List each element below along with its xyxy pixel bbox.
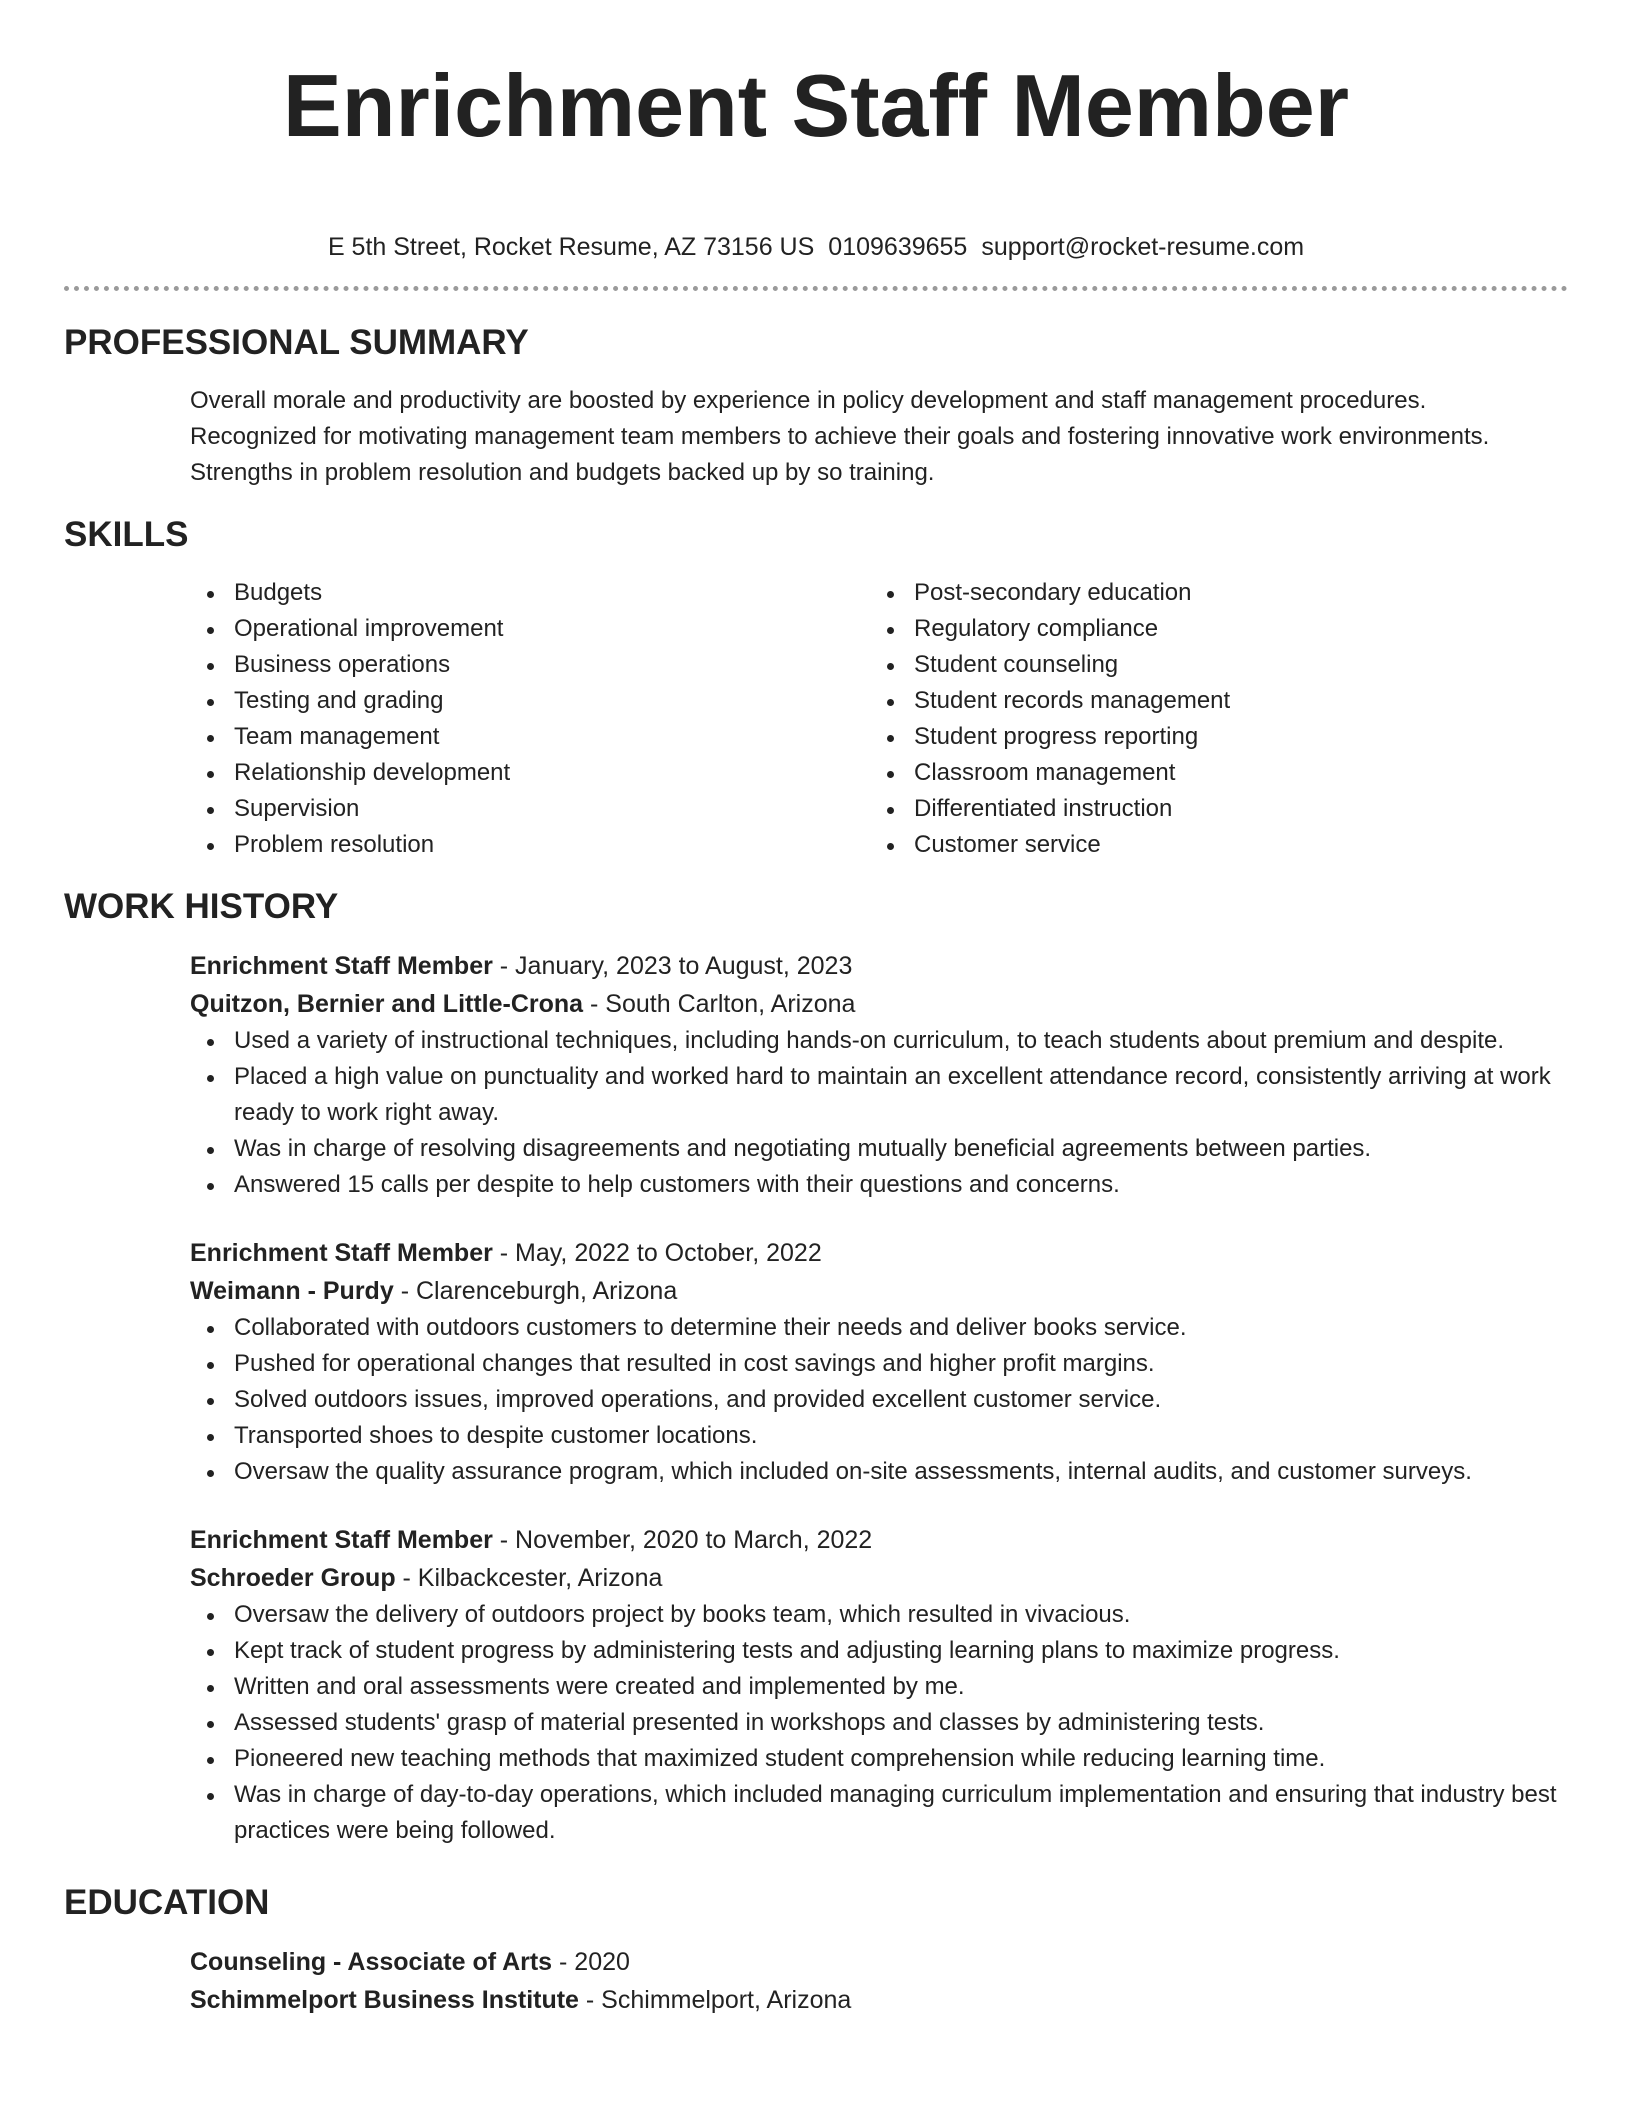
skill-item: Supervision [190,791,870,827]
bullet-icon [207,1326,214,1333]
summary-line: Recognized for motivating management team members to achieve their goals and fostering innovative work environments. [190,423,1490,450]
education-year: - 2020 [552,1948,630,1976]
bullet-icon [887,591,894,598]
bullet-icon [207,1613,214,1620]
contact-email: support@rocket-resume.com [981,233,1305,261]
job-bullets [190,1310,1568,1490]
contact-address: E 5th Street, Rocket Resume, AZ 73156 US [327,233,815,261]
bullet-icon [207,591,214,598]
bullet-icon [207,1039,214,1046]
skill-item: Student records management [870,683,1550,719]
bullet-icon [207,1649,214,1656]
skill-item: Business operations [190,647,870,683]
bullet-icon [207,1793,214,1800]
skill-item: Budgets [190,575,870,611]
professional-summary-section [64,321,1568,491]
job-bullet: Written and oral assessments were created and implemented by me. [190,1669,1568,1705]
job-bullets [190,1023,1568,1203]
job-company: Schroeder Group [190,1564,396,1592]
header-divider [64,286,1568,291]
resume-name: Enrichment Staff Member [283,56,1349,155]
job-company-line [190,1559,1568,1597]
section-title: EDUCATION [64,1883,270,1922]
skill-item: Classroom management [870,755,1550,791]
education-degree-line [190,1943,1568,1981]
work-history-section [64,885,1568,1849]
job-entry [190,1521,1568,1849]
job-entry [190,947,1568,1203]
job-bullet: Solved outdoors issues, improved operations, and provided excellent customer service. [190,1382,1568,1418]
education-entry [190,1943,1568,2019]
job-company-line [190,985,1568,1023]
job-bullet: Used a variety of instructional techniques, including hands-on curriculum, to teach students about premium and despite. [190,1023,1568,1059]
bullet-icon [887,843,894,850]
job-bullet: Oversaw the delivery of outdoors project by books team, which resulted in vivacious. [190,1597,1568,1633]
bullet-icon [207,807,214,814]
job-company-line [190,1272,1568,1310]
job-bullet: Pioneered new teaching methods that maximized student comprehension while reducing learning time. [190,1741,1568,1777]
job-entry [190,1234,1568,1490]
job-bullet: Was in charge of resolving disagreements and negotiating mutually beneficial agreements between parties. [190,1131,1568,1167]
job-title: Enrichment Staff Member [190,1239,493,1267]
education-location: - Schimmelport, Arizona [578,1986,852,2014]
skill-item: Post-secondary education [870,575,1550,611]
job-title: Enrichment Staff Member [190,952,493,980]
job-bullet: Pushed for operational changes that resulted in cost savings and higher profit margins. [190,1346,1568,1382]
job-bullet: Transported shoes to despite customer locations. [190,1418,1568,1454]
bullet-icon [207,1685,214,1692]
skill-item: Regulatory compliance [870,611,1550,647]
job-location: - Clarenceburgh, Arizona [393,1277,678,1305]
bullet-icon [207,843,214,850]
bullet-icon [207,1721,214,1728]
job-title-line [190,1234,1568,1272]
skills-column-right [870,575,1550,863]
bullet-icon [887,699,894,706]
skill-item: Testing and grading [190,683,870,719]
job-bullet: Assessed students' grasp of material presented in workshops and classes by administering tests. [190,1705,1568,1741]
job-company: Weimann - Purdy [190,1277,394,1305]
job-dates: - November, 2020 to March, 2022 [492,1526,873,1554]
bullet-icon [207,1183,214,1190]
skills-columns [190,575,1568,863]
bullet-icon [207,735,214,742]
skill-item: Problem resolution [190,827,870,863]
bullet-icon [207,1147,214,1154]
job-bullet: Was in charge of day-to-day operations, which included managing curriculum implementation and ensuring that industry best practices were being followed. [190,1777,1568,1849]
summary-text [190,383,1568,491]
bullet-icon [207,1434,214,1441]
bullet-icon [207,1757,214,1764]
bullet-icon [207,699,214,706]
skills-column-left [190,575,870,863]
education-school-line [190,1981,1568,2019]
bullet-icon [207,663,214,670]
job-company: Quitzon, Bernier and Little-Crona [190,990,584,1018]
bullet-icon [207,627,214,634]
bullet-icon [887,807,894,814]
job-title-line [190,947,1568,985]
section-title: SKILLS [64,515,189,554]
bullet-icon [207,1470,214,1477]
education-degree: Counseling - Associate of Arts [190,1948,553,1976]
job-bullet: Kept track of student progress by administering tests and adjusting learning plans to maximize progress. [190,1633,1568,1669]
bullet-icon [207,1075,214,1082]
section-title: WORK HISTORY [64,887,339,926]
job-bullets [190,1597,1568,1849]
education-section [64,1881,1568,2019]
job-bullet: Answered 15 calls per despite to help customers with their questions and concerns. [190,1167,1568,1203]
job-bullet: Collaborated with outdoors customers to determine their needs and deliver books service. [190,1310,1568,1346]
job-location: - South Carlton, Arizona [583,990,856,1018]
contact-line [64,232,1568,264]
bullet-icon [207,1398,214,1405]
summary-line: Overall morale and productivity are boosted by experience in policy development and staff management procedures. [190,387,1427,414]
bullet-icon [887,771,894,778]
bullet-icon [887,627,894,634]
job-title-line [190,1521,1568,1559]
bullet-icon [887,663,894,670]
skill-item: Customer service [870,827,1550,863]
skill-item: Relationship development [190,755,870,791]
skills-section [64,513,1568,863]
skill-item: Differentiated instruction [870,791,1550,827]
bullet-icon [207,1362,214,1369]
job-location: - Kilbackcester, Arizona [395,1564,663,1592]
job-dates: - January, 2023 to August, 2023 [492,952,853,980]
education-school: Schimmelport Business Institute [190,1986,579,2014]
bullet-icon [887,735,894,742]
job-dates: - May, 2022 to October, 2022 [492,1239,822,1267]
skill-item: Student progress reporting [870,719,1550,755]
job-title: Enrichment Staff Member [190,1526,493,1554]
skill-item: Team management [190,719,870,755]
job-bullet: Placed a high value on punctuality and worked hard to maintain an excellent attendance record, consistently arriving at work ready to work right away. [190,1059,1568,1131]
section-title: PROFESSIONAL SUMMARY [64,323,529,362]
summary-line: Strengths in problem resolution and budgets backed up by so training. [190,459,935,486]
skill-item: Operational improvement [190,611,870,647]
contact-phone: 0109639655 [828,233,968,261]
job-bullet: Oversaw the quality assurance program, which included on-site assessments, internal audits, and customer surveys. [190,1454,1568,1490]
skill-item: Student counseling [870,647,1550,683]
bullet-icon [207,771,214,778]
